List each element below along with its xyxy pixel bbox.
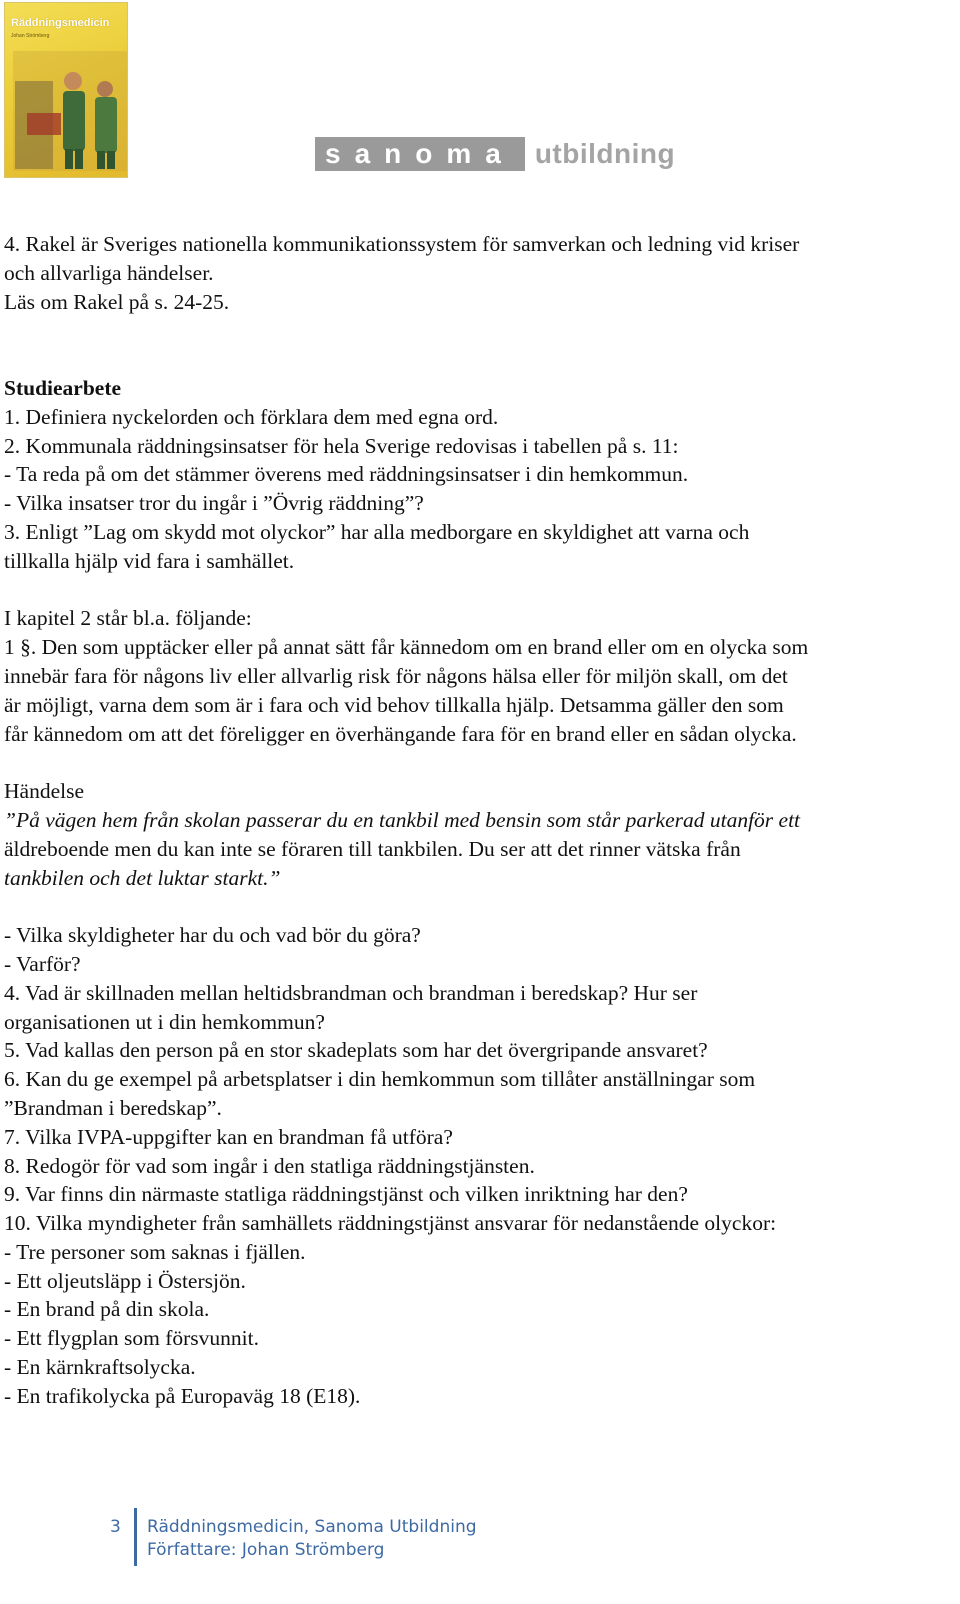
law-quote-line: innebär fara för någons liv eller allvarlig risk för någons hälsa eller för miljön skall, om det	[4, 663, 788, 688]
footer-author: Författare: Johan Strömberg	[147, 1540, 385, 1560]
question-line: 9. Var finns din närmaste statliga räddningstjänst och vilken inriktning har den?	[4, 1182, 688, 1207]
page-footer	[110, 1508, 477, 1566]
question-line: - Vilka insatser tror du ingår i ”Övrig räddning”?	[4, 491, 424, 516]
question-line: - Ett oljeutsläpp i Östersjön.	[4, 1268, 246, 1293]
question-line: - Vilka skyldigheter har du och vad bör du göra?	[4, 923, 421, 948]
question-line: - En kärnkraftsolycka.	[4, 1355, 196, 1380]
intro-section	[4, 230, 940, 316]
footer-book-title: Räddningsmedicin, Sanoma Utbildning	[147, 1517, 477, 1537]
text-line: 4. Rakel är Sveriges nationella kommunikationssystem för samverkan och ledning vid kriser	[4, 232, 800, 256]
question-line: 6. Kan du ge exempel på arbetsplatser i din hemkommun som tillåter anställningar som	[4, 1067, 756, 1092]
law-quote-intro: I kapitel 2 står bl.a. följande:	[4, 606, 252, 631]
scenario-line: äldreboende men du kan inte se föraren till tankbilen. Du ser att det rinner vätska från	[4, 836, 741, 861]
publisher-logo	[315, 137, 675, 171]
question-line: 3. Enligt ”Lag om skydd mot olyckor” har alla medborgare en skyldighet att varna och	[4, 519, 750, 544]
footer-divider	[134, 1508, 137, 1566]
question-line: organisationen ut i din hemkommun?	[4, 1009, 325, 1034]
publisher-logo-box: sanoma	[315, 137, 525, 171]
book-cover-author: Johan Strömberg	[11, 33, 50, 39]
scenario-line: ”På vägen hem från skolan passerar du en tankbil med bensin som står parkerad utanför ett	[4, 807, 801, 832]
question-line: - Ta reda på om det stämmer överens med räddningsinsatser i din hemkommun.	[4, 462, 689, 487]
handelse-section	[4, 777, 940, 892]
book-cover-image	[4, 2, 128, 178]
question-line: 5. Vad kallas den person på en stor skadeplats som har det övergripande ansvaret?	[4, 1038, 708, 1063]
section-heading: Studiearbete	[4, 375, 122, 400]
document-body	[4, 230, 940, 1411]
question-line: - Varför?	[4, 951, 81, 976]
question-line: ”Brandman i beredskap”.	[4, 1095, 222, 1120]
question-line: 2. Kommunala räddningsinsatser för hela Sverige redovisas i tabellen på s. 11:	[4, 433, 679, 458]
question-line: tillkalla hjälp vid fara i samhället.	[4, 548, 295, 573]
book-cover-title: Räddningsmedicin	[11, 17, 110, 29]
question-line: 7. Vilka IVPA-uppgifter kan en brandman få utföra?	[4, 1124, 453, 1149]
text-line: och allvarliga händelser.	[4, 260, 214, 285]
question-line: 1. Definiera nyckelorden och förklara dem med egna ord.	[4, 404, 499, 429]
publisher-logo-text: utbildning	[534, 138, 676, 169]
law-quote-line: är möjligt, varna dem som är i fara och vid behov tillkalla hjälp. Detsamma gäller den som	[4, 692, 784, 717]
law-quote-section	[4, 604, 940, 748]
question-line: - En brand på din skola.	[4, 1297, 210, 1322]
text-line: Läs om Rakel på s. 24-25.	[4, 289, 230, 314]
section-heading: Händelse	[4, 779, 84, 804]
law-quote-line: får kännedom om att det föreligger en överhängande fara för en brand eller en sådan olycka.	[4, 721, 797, 746]
question-line: 10. Vilka myndigheter från samhällets räddningstjänst ansvarar för nedanstående olyckor:	[4, 1211, 777, 1236]
studiearbete-section	[4, 374, 940, 576]
page-number: 3	[110, 1517, 121, 1537]
cover-photo-illustration	[13, 51, 127, 171]
scenario-line: tankbilen och det luktar starkt.”	[4, 865, 281, 890]
footer-text	[147, 1508, 477, 1566]
question-line: - Tre personer som saknas i fjällen.	[4, 1239, 306, 1264]
question-line: - En trafikolycka på Europaväg 18 (E18).	[4, 1383, 361, 1408]
question-line: 4. Vad är skillnaden mellan heltidsbrandman och brandman i beredskap? Hur ser	[4, 980, 698, 1005]
question-line: - Ett flygplan som försvunnit.	[4, 1326, 259, 1351]
law-quote-line: 1 §. Den som upptäcker eller på annat sätt får kännedom om en brand eller om en olycka som	[4, 635, 809, 660]
questions-section	[4, 921, 940, 1411]
question-line: 8. Redogör för vad som ingår i den statliga räddningstjänsten.	[4, 1153, 535, 1178]
